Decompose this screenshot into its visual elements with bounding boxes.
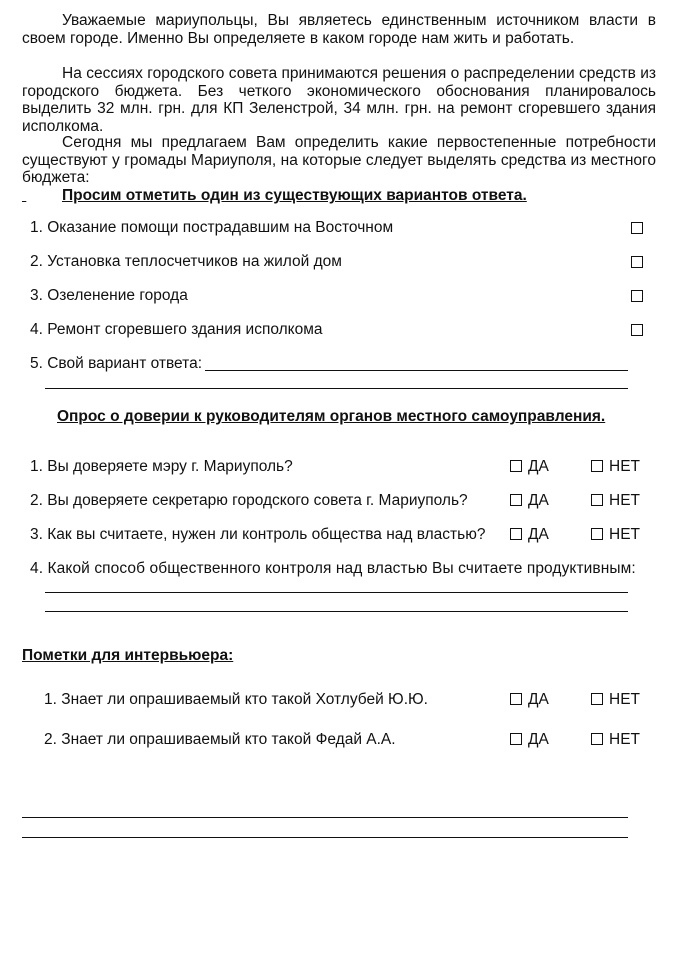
control-method-line-2[interactable] bbox=[45, 611, 628, 612]
control-method-question: 4. Какой способ общественного контроля над властью Вы считаете продуктивным: bbox=[30, 560, 636, 577]
own-answer-line-2[interactable] bbox=[45, 388, 628, 389]
checkbox-icon bbox=[510, 693, 522, 705]
interviewer-note-2-no[interactable]: НЕТ bbox=[591, 731, 640, 749]
interviewer-note-1: 1. Знает ли опрашиваемый кто такой Хотлубей Ю.Ю. bbox=[44, 691, 428, 708]
trust-question-3: 3. Как вы считаете, нужен ли контроль общества над властью? bbox=[30, 526, 486, 543]
checkbox-icon bbox=[591, 733, 603, 745]
checkbox-icon bbox=[510, 494, 522, 506]
trust-question-3-no[interactable]: НЕТ bbox=[591, 526, 640, 544]
trust-question-1-yes[interactable]: ДА bbox=[510, 458, 549, 476]
interviewer-note-2: 2. Знает ли опрашиваемый кто такой Федай А.А. bbox=[44, 731, 396, 748]
option-3-checkbox[interactable] bbox=[631, 290, 643, 302]
trust-question-1-no[interactable]: НЕТ bbox=[591, 458, 640, 476]
checkbox-icon bbox=[510, 460, 522, 472]
section2-heading: Опрос о доверии к руководителям органов местного самоуправления. bbox=[57, 408, 606, 425]
intro-paragraph-3: Сегодня мы предлагаем Вам определить какие первостепенные потребности существуют у громады Мариуполя, на которые следует выделять средства из местного бюджета: bbox=[22, 134, 656, 186]
option-4-checkbox[interactable] bbox=[631, 324, 643, 336]
interviewer-note-1-yes[interactable]: ДА bbox=[510, 691, 549, 709]
notes-line-1[interactable] bbox=[22, 817, 628, 818]
section1-heading: Просим отметить один из существующих вариантов ответа. bbox=[62, 187, 527, 204]
trust-question-1: 1. Вы доверяете мэру г. Мариуполь? bbox=[30, 458, 293, 475]
option-2-label: 2. Установка теплосчетчиков на жилой дом bbox=[30, 253, 342, 270]
checkbox-icon bbox=[510, 733, 522, 745]
notes-line-2[interactable] bbox=[22, 837, 628, 838]
trust-question-2-yes[interactable]: ДА bbox=[510, 492, 549, 510]
option-1-label: 1. Оказание помощи пострадавшим на Восточном bbox=[30, 219, 394, 236]
interviewer-notes-heading: Пометки для интервьюера: bbox=[22, 647, 234, 664]
option-1-checkbox[interactable] bbox=[631, 222, 643, 234]
control-method-line-1[interactable] bbox=[45, 592, 628, 593]
option-3-label: 3. Озеленение города bbox=[30, 287, 188, 304]
checkbox-icon bbox=[591, 494, 603, 506]
checkbox-icon bbox=[510, 528, 522, 540]
checkbox-icon bbox=[591, 693, 603, 705]
option-4-label: 4. Ремонт сгоревшего здания исполкома bbox=[30, 321, 323, 338]
trust-question-3-yes[interactable]: ДА bbox=[510, 526, 549, 544]
trust-question-2: 2. Вы доверяете секретарю городского совета г. Мариуполь? bbox=[30, 492, 468, 509]
trust-question-2-no[interactable]: НЕТ bbox=[591, 492, 640, 510]
checkbox-icon bbox=[591, 528, 603, 540]
interviewer-note-2-yes[interactable]: ДА bbox=[510, 731, 549, 749]
interviewer-note-1-no[interactable]: НЕТ bbox=[591, 691, 640, 709]
own-answer-label: 5. Свой вариант ответа: bbox=[30, 355, 203, 372]
intro-paragraph-1: Уважаемые мариупольцы, Вы являетесь единственным источником власти в своем городе. Именно Вы определяете в каком городе нам жить и работать. bbox=[22, 12, 656, 47]
option-2-checkbox[interactable] bbox=[631, 256, 643, 268]
checkbox-icon bbox=[591, 460, 603, 472]
own-answer-line-1[interactable] bbox=[205, 370, 628, 371]
intro-paragraph-2: На сессиях городского совета принимаются решения о распределении средств из городского бюджета. Без четкого экономического обоснования планировалось выделить 32 млн. грн. для КП Зеленстрой, 34 млн. грн. на ремонт сгоревшего здания исполкома. bbox=[22, 65, 656, 135]
